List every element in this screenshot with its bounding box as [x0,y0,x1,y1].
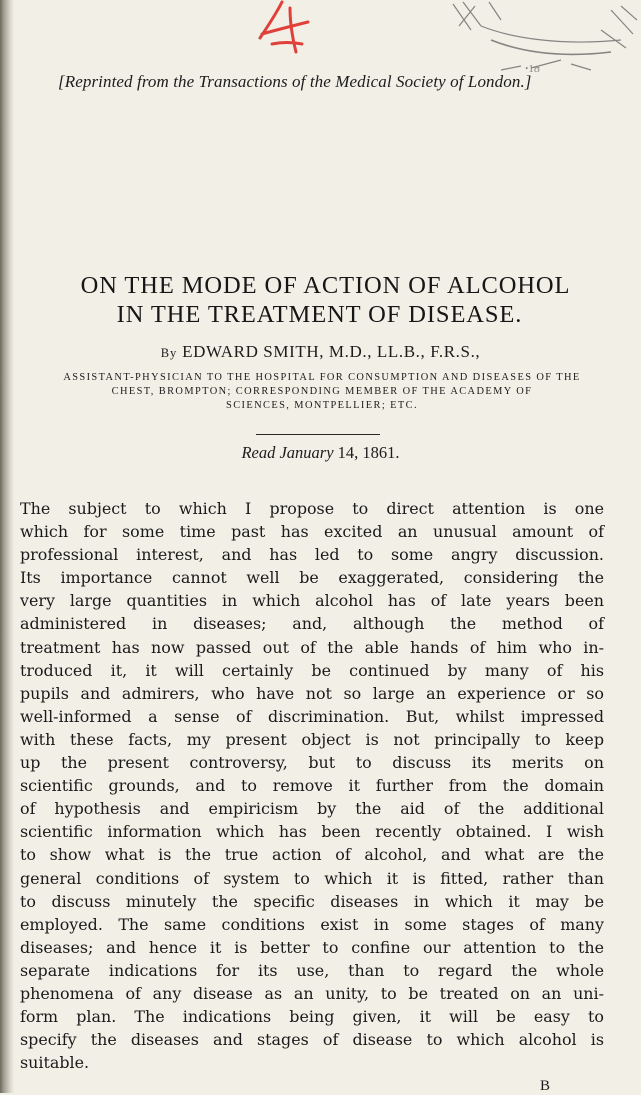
body-line: specify the diseases and stages of disease to which alcohol is [20,1030,604,1050]
body-line: employed. The same conditions exist in some stages of many [20,914,604,934]
body-paragraph [20,497,604,1074]
title-line-2: IN THE TREATMENT OF DISEASE. [116,301,523,328]
body-line: troduced it, it will certainly be continued by many of his [20,660,604,680]
title-line-1: ON THE MODE OF ACTION OF ALCOHOL [80,272,571,299]
byline-prefix: By [160,346,178,360]
body-line: scientific grounds, and to remove it further from the domain [20,776,604,796]
body-line: up the present controversy, but to discuss its merits on [20,753,604,773]
body-line: general conditions of system to which it is fitted, rather than [20,868,604,888]
signature-mark: B [540,1078,551,1094]
body-line: administered in diseases; and, although the method of [20,614,604,634]
body-line: separate indications for its use, than to regard the whole [20,960,604,980]
body-line: to show what is the true action of alcohol, and what are the [20,845,604,865]
affiliation-line: SCIENCES, MONTPELLIER; ETC. [226,400,418,411]
binding-edge-shadow [0,0,14,1093]
red-pencil-mark-icon [252,0,312,60]
read-label: Read January [241,443,334,462]
reprint-note: [Reprinted from the Transactions of the Medical Society of London.] [58,72,532,91]
read-date: 14, 1861. [337,443,400,462]
body-line: which for some time past has excited an unusual amount of [20,522,604,542]
divider-rule [256,434,380,435]
affiliation-line: CHEST, BROMPTON; CORRESPONDING MEMBER OF THE ACADEMY OF [111,386,533,397]
body-line: with these facts, my present object is not principally to keep [20,729,604,749]
body-line: Its importance cannot well be exaggerated, considering the [20,568,604,588]
body-line: phenomena of any disease as an unity, to be treated on an uni- [20,983,604,1003]
body-line: to discuss minutely the specific diseases in which it may be [20,891,604,911]
read-date-line [0,443,641,463]
body-line: suitable. [20,1053,90,1073]
body-line: of hypothesis and empiricism by the aid of the additional [20,799,604,819]
byline [0,342,641,362]
author-name: EDWARD SMITH, M.D., LL.B., F.R.S., [182,342,481,361]
svg-text:ꞏ1ʊ: ꞏ1ʊ [525,63,540,75]
body-line: form plan. The indications being given, it will be easy to [20,1007,604,1027]
body-line: treatment has now passed out of the able hands of him who in- [20,637,604,657]
body-line: diseases; and hence it is better to confine our attention to the [20,937,604,957]
body-line: pupils and admirers, who have not so large an experience or so [20,683,604,703]
body-line: very large quantities in which alcohol has of late years been [20,591,604,611]
affiliation-line: ASSISTANT-PHYSICIAN TO THE HOSPITAL FOR CONSUMPTION AND DISEASES OF THE [63,372,581,383]
body-line: professional interest, and has led to some angry discussion. [20,545,604,565]
body-line: well-informed a sense of discrimination. But, whilst impressed [20,706,604,726]
body-line: scientific information which has been recently obtained. I wish [20,822,604,842]
body-line: The subject to which I propose to direct attention is one [20,499,604,518]
